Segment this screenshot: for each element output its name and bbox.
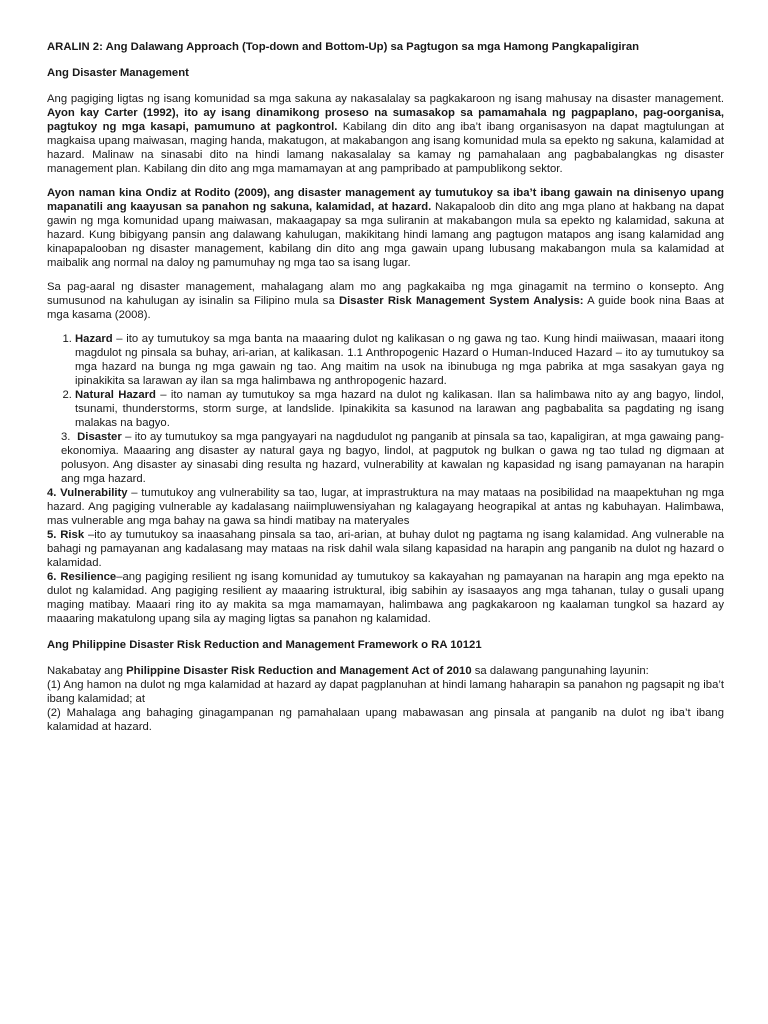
paragraph-text: A guide book nina Baas at mga kasama (2008). — [47, 295, 724, 321]
paragraph-definition-ondiz — [47, 186, 724, 270]
terms-list — [47, 332, 724, 430]
term-vulnerability — [47, 486, 724, 528]
term-definition: – ito naman ay tumutukoy sa mga hazard na dulot ng kalikasan. Ilan sa halimbawa nito ay ang bagyo, lindol, tsunami, thunderstorms, storm surge, at landslide. Ipinakikita sa kasunod na larawan ang pagbabalita sa pagdating ng isang malakas na bagyo. — [75, 389, 725, 429]
paragraph-text: Nakabatay ang — [47, 665, 127, 677]
paragraph-text: Kabilang din dito ang iba’t ibang organisasyon na dapat magtulungan at magkaisa upang maiwasan, maging handa, makatugon, at makabangon ang isang komunidad mula sa epekto ng sakuna, kalamidad at hazard. Malinaw na sinasabi dito na hindi lamang nakasalalay sa kamay ng pamahalaan ang pagbabalangkas ng disaster management plan. Kabilang din dito ang mga mamamayan at ang pampribado at pampublikong sektor. — [47, 121, 724, 175]
act-name: Philippine Disaster Risk Reduction and Management Act of 2010 — [126, 665, 472, 677]
paragraph-definition-carter — [47, 92, 724, 176]
term-number: 6. — [47, 571, 57, 583]
lesson-title: ARALIN 2: Ang Dalawang Approach (Top-down and Bottom-Up) sa Pagtugon sa mga Hamong Pangkapaligiran — [47, 41, 640, 53]
paragraph-terms-intro — [47, 280, 724, 322]
term-definition: – ito ay tumutukoy sa mga pangyayari na nagdudulot ng panganib at pinsala sa tao, kapaligiran, at mga gawaing pang-ekonomiya. Maaaring ang disaster ay natural gaya ng bagyo, lindol, at pagputok ng bulkan o gawa ng tao tulad ng digmaan at polusyon. Ang disaster ay sinasabi ding resulta ng hazard, vulnerability at kawalan ng kapasidad ng isang pamayanan na harapin ang mga hazard. — [61, 431, 724, 485]
section-heading-ra-10121: Ang Philippine Disaster Risk Reduction and Management Framework o RA 10121 — [47, 639, 482, 651]
term-number: 3. — [61, 431, 71, 443]
term-label: Resilience — [60, 571, 117, 583]
term-definition: – tumutukoy ang vulnerability sa tao, lugar, at imprastruktura na may mataas na posibilidad na maapektuhan ng mga hazard. Ang pagiging vulnerable ay kadalasang naiimpluwensiyahan ng kalagayang heograpikal at antas ng kabuhayan. Halimbawa, mas vulnerable ang mga bahay na gawa sa hindi matibay na materyales — [47, 487, 725, 527]
document-page — [47, 40, 724, 734]
paragraph-text: Nakapaloob din dito ang mga plano at hakbang na dapat gawin ng mga komunidad upang maiwasan, makaagapay sa mga suliranin at makabangon mula sa epekto ng kalamidad, sakuna at hazard. Kung bibigyang pansin ang dalawang kahulugan, makikitang hindi lamang ang pagtugon matapos ang isang kalamidad ang kinapapalooban ng disaster management, kabilang din dito ang mga gawain upang lubusang makabangon mula sa kalamidad at maibalik ang normal na daloy ng pamumuhay ng mga tao sa isang lugar. — [47, 201, 724, 269]
goal-1: (1) Ang hamon na dulot ng mga kalamidad at hazard ay dapat pagplanuhan at hindi lamang haharapin sa panahon ng pagsapit ng iba’t ibang kalamidad; at — [47, 679, 724, 705]
paragraph-text: sa dalawang pangunahing layunin: — [471, 665, 649, 677]
carter-definition: Ayon kay Carter (1992), ito ay isang dinamikong proseso na sumasakop sa pamamahala ng pagpaplano, pag-oorganisa, pagtukoy ng mga kasapi, pamumuno at pagkontrol. — [47, 107, 724, 133]
section-heading-disaster-management: Ang Disaster Management — [47, 67, 189, 79]
term-number: 5. — [47, 529, 57, 541]
paragraph-text: Sa pag-aaral ng disaster management, mahalagang alam mo ang pagkakaiba ng mga ginagamit na termino o konsepto. Ang sumusunod na kahulugan ay isinalin sa Filipino mula sa — [47, 281, 724, 307]
term-disaster — [47, 430, 724, 486]
ondiz-definition: Ayon naman kina Ondiz at Rodito (2009), ang disaster management ay tumutukoy sa iba’t ibang gawain na dinisenyo upang mapanatili ang kaayusan sa panahon ng sakuna, kalamidad, at hazard. — [47, 187, 724, 213]
term-label: Hazard — [75, 333, 113, 345]
paragraph-act-intro — [47, 664, 724, 678]
guide-book-title: Disaster Risk Management System Analysis: — [339, 295, 584, 307]
term-definition: –ang pagiging resilient ng isang komunidad ay tumutukoy sa kakayahan ng pamayanan na harapin ang mga epekto na dulot ng kalamidad. Ang pagiging resilient ay maaaring istruktural, ibig sabihin ay isasaayos ang mga tahanan, tulay o gusali upang maging matibay. Maaari ring ito ay makita sa mga mamamayan, halimbawa ang pagkakaroon ng kaalaman tungkol sa hazard ay maaaring makatulong upang sila ay maging ligtas sa panahon ng kalamidad. — [47, 571, 724, 625]
term-label: Risk — [60, 529, 85, 541]
term-definition: –ito ay tumutukoy sa inaasahang pinsala sa tao, ari-arian, at buhay dulot ng pagtama ng isang kalamidad. Ang vulnerable na bahagi ng pamayanan ang kadalasang may mataas na risk dahil wala silang kapasidad na harapin ang panganib na dulot ng hazard o kalamidad. — [47, 529, 724, 569]
term-definition: – ito ay tumutukoy sa mga banta na maaaring dulot ng kalikasan o ng gawa ng tao. Kung hindi maiiwasan, maaari itong magdulot ng pinsala sa buhay, ari-arian, at kalikasan. 1.1 Anthropogenic Hazard o Human-Induced Hazard – ito ay tumutukoy sa mga hazard na bunga ng mga gawain ng tao. Ang maitim na usok na ibinubuga ng mga pabrika at mga sasakyan gaya ng ipinakikita sa larawan ay ilan sa mga halimbawa ng anthropogenic hazard. — [75, 333, 724, 387]
term-label: Natural Hazard — [75, 389, 156, 401]
term-resilience — [47, 570, 724, 626]
term-natural-hazard — [75, 388, 724, 430]
term-hazard — [75, 332, 724, 388]
paragraph-text: Ang pagiging ligtas ng isang komunidad sa mga sakuna ay nakasalalay sa pagkakaroon ng isang mahusay na disaster management. — [47, 93, 724, 105]
term-risk — [47, 528, 724, 570]
goal-2: (2) Mahalaga ang bahaging ginagampanan ng pamahalaan upang mabawasan ang pinsala at panganib na dulot ng iba’t ibang kalamidad at hazard. — [47, 707, 724, 733]
term-number: 4. — [47, 487, 57, 499]
term-label: Disaster — [77, 431, 122, 443]
term-label: Vulnerability — [60, 487, 128, 499]
